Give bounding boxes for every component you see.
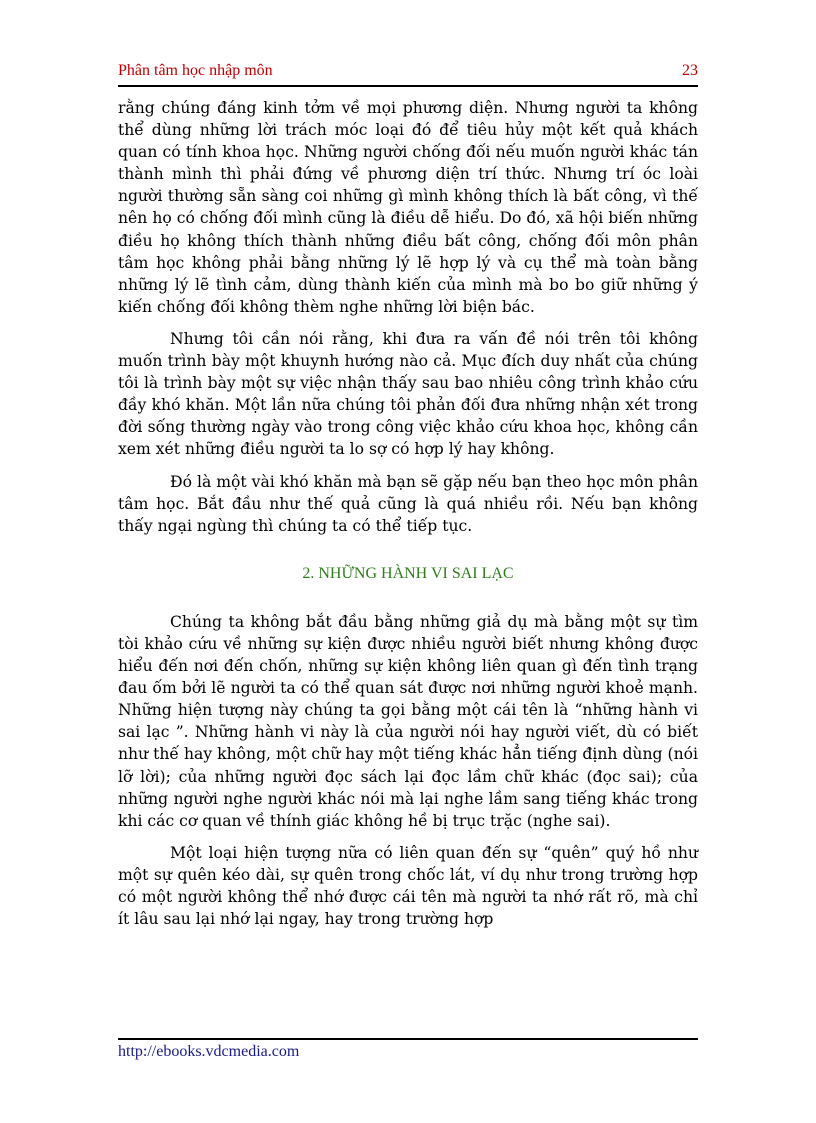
body-text [118,97,698,940]
section-heading: 2. NHỮNG HÀNH VI SAI LẠC [302,564,514,582]
paragraph: Nhưng tôi cần nói rằng, khi đưa ra vấn đề nói trên tôi không muốn trình bày một khuynh hướng nào cả. Mục đích duy nhất của chúng tôi là trình bày một sự việc nhận thấy sau bao nhiêu công trình khảo cứu đầy khó khăn. Một lần nữa chúng tôi phản đối đưa những nhận xét trong đời sống thường ngày vào trong công việc khảo cứu khoa học, không cần xem xét những điều người ta lo sợ có hợp lý hay không. [118,329,698,459]
header-divider [118,85,698,87]
footer-divider [118,1038,698,1040]
footer-url[interactable]: http://ebooks.vdcmedia.com [118,1043,300,1060]
paragraph: rằng chúng đáng kinh tởm về mọi phương diện. Nhưng người ta không thể dùng những lời trách móc loại đó để tiêu hủy một kết quả khách quan có tính khoa học. Những người chống đối nếu muốn người khác tán thành mình thì phải đứng về phương diện trí thức. Nhưng trí óc loài người thường sẵn sàng coi những gì mình không thích là bất công, vì thế nên họ có chống đối mình cũng là điều dễ hiểu. Do đó, xã hội biến những điều họ không thích thành những điều bất công, chống đối môn phân tâm học không phải bằng những lý lẽ hợp lý và cụ thể mà toàn bằng những lý lẽ tình cảm, dùng thành kiến của mình mà bo bo giữ những ý kiến chống đối không thèm nghe những lời biện bác. [118,99,698,316]
book-title: Phân tâm học nhập môn [118,62,273,79]
page-number: 23 [682,62,698,79]
page-header [118,62,698,84]
paragraph: Chúng ta không bắt đầu bằng những giả dụ mà bằng một sự tìm tòi khảo cứu về những sự kiện được nhiều người biết nhưng không được hiểu đến nơi đến chốn, những sự kiện không liên quan gì đến tình trạng đau ốm bởi lẽ người ta có thể quan sát được nơi những người khoẻ mạnh. Những hiện tượng này chúng ta gọi bằng một cái tên là “những hành vi sai lạc ”. Những hành vi này là của người nói hay người viết, dù có biết như thế hay không, một chữ hay một tiếng khác hẳn tiếng định dùng (nói lỡ lời); của những người đọc sách lại đọc lầm chữ khác (đọc sai); của những người nghe người khác nói mà lại nghe lầm sang tiếng khác trong khi các cơ quan về thính giác không hề bị trục trặc (nghe sai). [118,612,698,830]
paragraph: Một loại hiện tượng nữa có liên quan đến sự “quên” quý hồ như một sự quên kéo dài, sự quên trong chốc lát, ví dụ như trong trường hợp có một người không thể nhớ được cái tên mà người ta nhớ rất rõ, mà chỉ ít lâu sau lại nhớ lại ngay, hay trong trường hợp [118,843,698,929]
paragraph: Đó là một vài khó khăn mà bạn sẽ gặp nếu bạn theo học môn phân tâm học. Bắt đầu như thế quả cũng là quá nhiều rồi. Nếu bạn không thấy ngại ngùng thì chúng ta có thể tiếp tục. [118,472,698,535]
